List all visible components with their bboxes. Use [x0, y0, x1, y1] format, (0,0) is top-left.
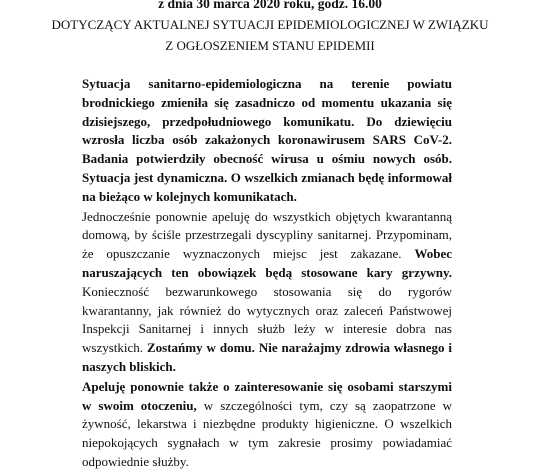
announcement-subtitle-line-2: Z OGŁOSZENIEM STANU EPIDEMII [165, 38, 375, 53]
stay-home-text: Zostańmy w domu. Nie narażajmy zdrowia własnego i naszych bliskich. [82, 340, 453, 374]
fines-warning-text: Wobec naruszających ten obowiązek będą stosowane kary grzywny. [82, 246, 452, 280]
elderly-details-text: w szczególności tym, czy są zaopatrzone w żywność, lekarstwa i niezbędne produkty higieniczne. O wszelkich niepokojących sygnałach w tym zakresie prosimy powiadamiać odpowiednie służby. [82, 397, 452, 469]
quarantine-appeal-text: Jednocześnie ponownie apeluję do wszystkich objętych kwarantanną domową, by ściśle przestrzegali dyscypliny sanitarnej. Przypominam, że opuszczanie wyznaczonych miejsc jest zakazane. [82, 208, 452, 262]
paragraph-quarantine-appeal [82, 208, 452, 377]
announcement-subtitle-line-1: DOTYCZĄCY AKTUALNEJ SYTUACJI EPIDEMIOLOGICZNEJ W ZWIĄZKU [51, 17, 489, 32]
elderly-appeal-text: Apeluję ponownie także o zainteresowanie się osobami starszymi w swoim otoczeniu, [82, 378, 452, 413]
paragraph-elderly-appeal [82, 378, 452, 472]
announcement-body [82, 75, 452, 472]
compliance-text: Konieczność bezwarunkowego stosowania się do rygorów kwarantanny, jak również do wytycznych oraz zaleceń Państwowej Inspekcji Sanitarnej i innych służb leży w interesie dobra nas wszystkich. [82, 283, 452, 356]
announcement-date-line: z dnia 30 marca 2020 roku, godz. 16.00 [158, 0, 382, 11]
paragraph-situation-update: Sytuacja sanitarno-epidemiologiczna na terenie powiatu brodnickiego zmieniła się zasadniczo od momentu ukazania się dzisiejszego, przedpołudniowego komunikatu. Do dziewięciu wzrosła liczba osób zakażonych koronawirusem SARS CoV-2. Badania potwierdziły obecność wirusa u ośmiu nowych osób. Sytuacja jest dynamiczna. O wszelkich zmianach będę informował na bieżąco w kolejnych komunikatach. [82, 76, 452, 204]
